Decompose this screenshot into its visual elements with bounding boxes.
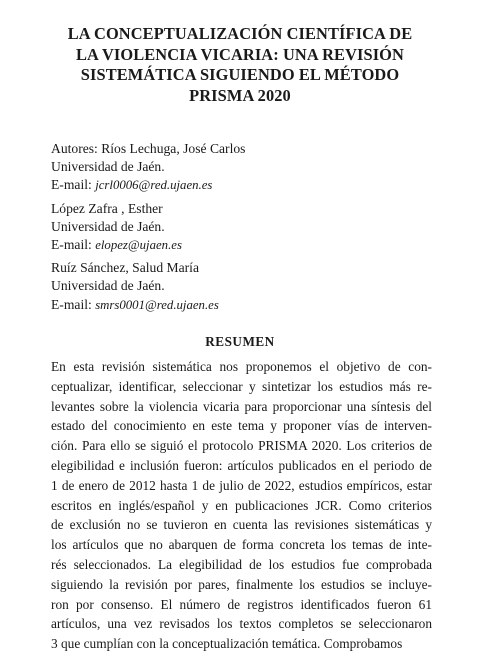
authors-block — [51, 140, 431, 319]
author-name: López Zafra , Esther — [51, 200, 163, 216]
author-entry — [51, 140, 431, 195]
title-line: PRISMA 2020 — [189, 85, 291, 105]
abstract-line: ron por consenso. El número de registros identificados fueron 61 — [51, 596, 432, 612]
abstract-line: artículos, una vez revisados los textos completos se seleccionaron — [51, 616, 432, 632]
abstract-line: estado del conocimiento en este tema y proponer vías de interven- — [51, 418, 432, 434]
author-entry — [51, 259, 431, 314]
author-affiliation: Universidad de Jaén. — [51, 218, 165, 234]
author-email: elopez@ujaen.es — [95, 238, 182, 253]
author-name: Ruíz Sánchez, Salud María — [51, 260, 199, 276]
abstract-line: elegibilidad e inclusión fueron: artículos publicados en el periodo de — [51, 457, 432, 473]
email-label: E-mail: — [51, 296, 92, 312]
abstract-line: En esta revisión sistemática nos proponemos el objetivo de con- — [51, 359, 432, 374]
author-name: Autores: Ríos Lechuga, José Carlos — [51, 141, 246, 156]
abstract-line: 3 que cumplían con la conceptualización temática. Comprobamos — [51, 636, 403, 652]
abstract-line: de exclusión no se tuvieron en cuenta las revisiones sistemáticas y — [51, 517, 432, 533]
abstract-line: los artículos que no abarquen de forma concreta los temas de inte- — [51, 537, 432, 553]
author-email-line — [51, 176, 431, 194]
abstract-line: ción. Para ello se siguió el protocolo PRISMA 2020. Los criterios de — [51, 438, 432, 454]
paper-title — [40, 24, 440, 106]
title-line: LA CONCEPTUALIZACIÓN CIENTÍFICA DE — [67, 24, 413, 43]
author-email-line — [51, 236, 431, 254]
author-affiliation: Universidad de Jaén. — [51, 159, 165, 175]
abstract-line: escritos en inglés/español y en publicaciones JCR. Como criterios — [51, 497, 432, 513]
abstract-line: levantes sobre la violencia vicaria para proporcionar una síntesis del — [51, 398, 432, 414]
abstract-body — [51, 357, 432, 654]
title-line: SISTEMÁTICA SIGUIENDO EL MÉTODO — [80, 65, 400, 84]
abstract-line: rés seleccionados. La elegibilidad de los estudios fue comprobada — [51, 556, 432, 572]
author-email: smrs0001@red.ujaen.es — [95, 297, 219, 312]
author-email-line — [51, 296, 431, 314]
author-entry — [51, 200, 431, 255]
author-affiliation: Universidad de Jaén. — [51, 278, 165, 294]
title-line: LA VIOLENCIA VICARIA: UNA REVISIÓN — [76, 44, 404, 64]
email-label: E-mail: — [51, 237, 92, 253]
abstract-line: 1 de enero de 2012 hasta 1 de julio de 2022, estudios empíricos, estar — [51, 477, 432, 493]
abstract-heading: RESUMEN — [205, 334, 275, 349]
abstract-line: ceptualizar, identificar, seleccionar y sintetizar los estudios más re- — [51, 378, 432, 394]
abstract-line: siguiendo la revisión por pares, finalmente los estudios se incluye- — [51, 576, 432, 592]
author-email: jcrl0006@red.ujaen.es — [95, 178, 213, 193]
email-label: E-mail: — [51, 177, 92, 193]
